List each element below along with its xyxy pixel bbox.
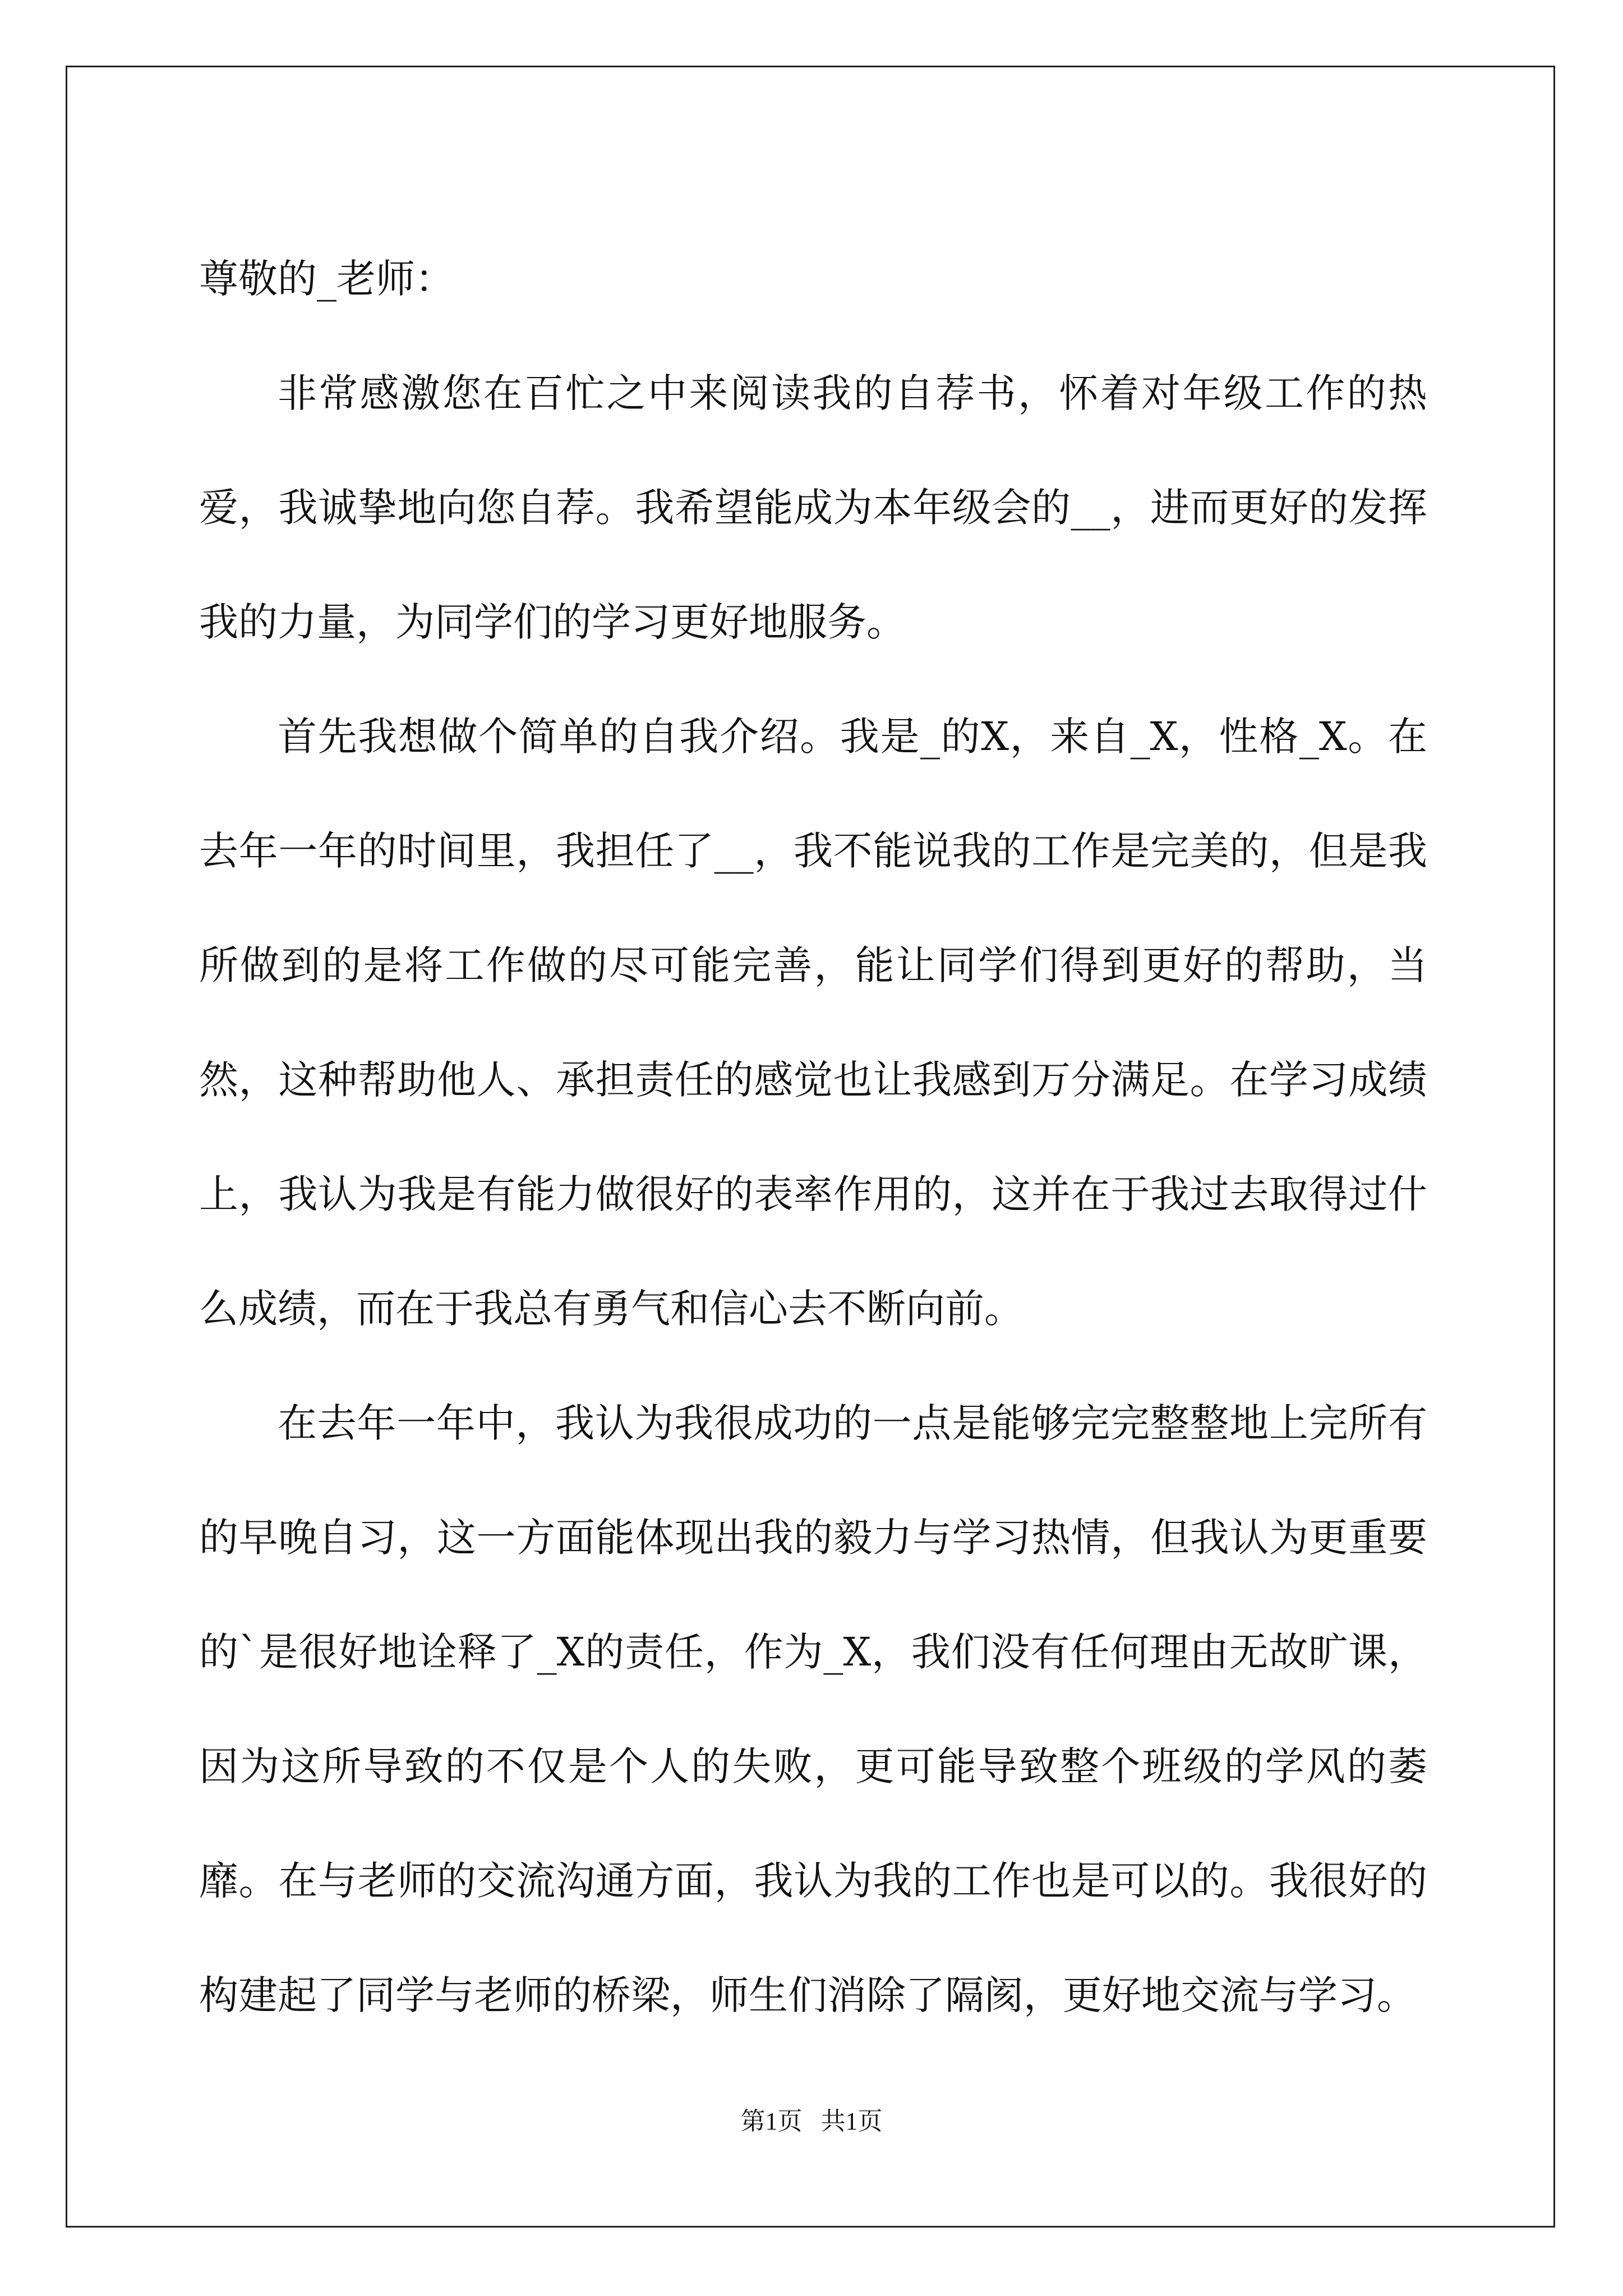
page-total: 共1页 [820,2108,883,2135]
paragraph-1: 非常感激您在百忙之中来阅读我的自荐书，怀着对年级工作的热爱，我诚挚地向您自荐。我希望能成为本年级会的__，进而更好的发挥我的力量，为同学们的学习更好地服务。 [199,370,1427,645]
salutation: 尊敬的_老师： [199,256,454,302]
page-number: 第1页 [740,2108,803,2135]
paragraph-3: 在去年一年中，我认为我很成功的一点是能够完完整整地上完所有的早晚自习，这一方面能体现出我的毅力与学习热情，但我认为更重要的`是很好地诠释了_X的责任，作为_X，我们没有任何理由无故旷课，因为这所导致的不仅是个人的失败，更可能导致整个班级的学风的萎靡。在与老师的交流沟通方面，我认为我的工作也是可以的。我很好的构建起了同学与老师的桥梁，师生们消除了隔阂，更好地交流与学习。 [199,1400,1427,2018]
footer-spacer [803,2108,821,2135]
paragraph-2: 首先我想做个简单的自我介绍。我是_的X，来自_X，性格_X。在去年一年的时间里，我担任了__，我不能说我的工作是完美的，但是我所做到的是将工作做的尽可能完善，能让同学们得到更好的帮助，当然，这种帮助他人、承担责任的感觉也让我感到万分满足。在学习成绩上，我认为我是有能力做很好的表率作用的，这并在于我过去取得过什么成绩，而在于我总有勇气和信心去不断向前。 [199,714,1427,1332]
document-body [199,222,1427,2053]
page-footer [0,2101,1623,2137]
